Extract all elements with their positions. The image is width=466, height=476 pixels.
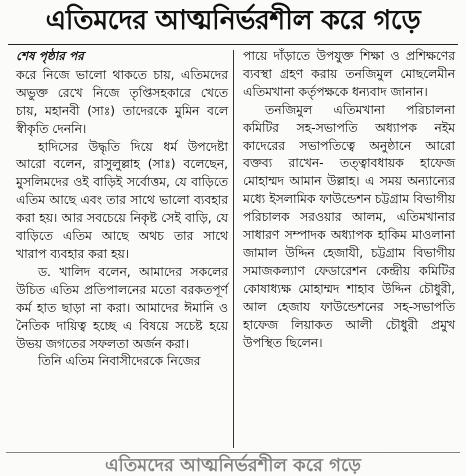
paragraph: তিনি এতিম নিবাসীদেরকে নিজের	[38, 354, 201, 369]
continued-label: শেষ পৃষ্ঠার পর	[16, 49, 84, 63]
paragraph: করে নিজে ভালো থাকতে চায়, এতিমদের অভুক্ত রেখে নিজে তৃপ্তিসহকারে খেতে চায়, মহানবী (সাঃ) তাদেরকে মুমিন বলে স্বীকৃতি দেননি।	[16, 67, 228, 136]
paragraph: হাদিসের উদ্ধৃতি দিয়ে ধর্ম উপদেষ্টা আরো বলেন, রাসুলুল্লাহ (সাঃ) বলেছেন, মুসলিমদের ওই বাড়িই সর্বোত্তম, যে বাড়িতে এতিম আছে এবং তার সাথে ভালো ব্যবহার করা হয়। আর সবচেয়ে নিকৃষ্ট সেই বাড়ি, যে বাড়িতে এতিম আছে অথচ তার সাথে খারাপ ব্যবহার করা হয়।	[16, 139, 228, 261]
headline: এতিমদের আত্মনির্ভরশীল করে গড়ে	[45, 4, 421, 36]
paragraph: পায়ে দাঁড়াতে উপযুক্ত শিক্ষা ও প্রশিক্ষণের ব্যবস্থা গ্রহণ করায় তনজিমুল মোছলেমীন এতিমখানা কর্তৃপক্ষকে ধন্যবাদ জানান।	[243, 49, 455, 99]
paragraph: তনজিমুল এতিমখানা পরিচালনা কমিটির সহ-সভাপতি অধ্যাপক নইম কাদেরের সভাপতিত্বে অনুষ্ঠানে আরো বক্তব্য রাখেন- তত্ত্বাবধায়ক হাফেজ মোহাম্মদ আমান উল্লাহ। এ সময় অন্যান্যের মধ্যে ইসলামিক ফাউন্ডেশন চট্টগ্রাম বিভাগীয় পরিচালক সরওয়ার আলম, এতিমখানার সাধারণ সম্পাদক অধ্যাপক হাকিম মাওলানা জামাল উদ্দিন হেজাযী, চট্টগ্রাম বিভাগীয় সমাজকল্যাণ ফেডারেশন কেন্দ্রীয় কমিটির কোষাধ্যক্ষ মোহাম্মদ শাহাব উদ্দিন চৌধুরী, আল হেজায ফাউন্ডেশনের সহ-সভাপতি হাফেজ লিয়াকত আলী চৌধুরী প্রমুখ উপস্থিত ছিলেন।	[243, 102, 455, 350]
column-divider	[233, 50, 234, 448]
left-column	[16, 48, 228, 371]
paragraph: ড. খালিদ বলেন, আমাদের সকলের উচিত এতিম প্রতিপালনের মতো বরকতপূর্ণ কর্ম হাত ছাড়া না করা। আমাদের ঈমানি ও নৈতিক দায়িত্ব হচ্ছে এ বিষয়ে সচেষ্ট হয়ে উভয় জগতের সফলতা অর্জন করা।	[16, 264, 228, 351]
headline-rule	[8, 44, 458, 45]
bottom-headline-fragment: এতিমদের আত্মনির্ভরশীল করে গড়ে	[6, 452, 460, 476]
right-column	[243, 48, 455, 352]
